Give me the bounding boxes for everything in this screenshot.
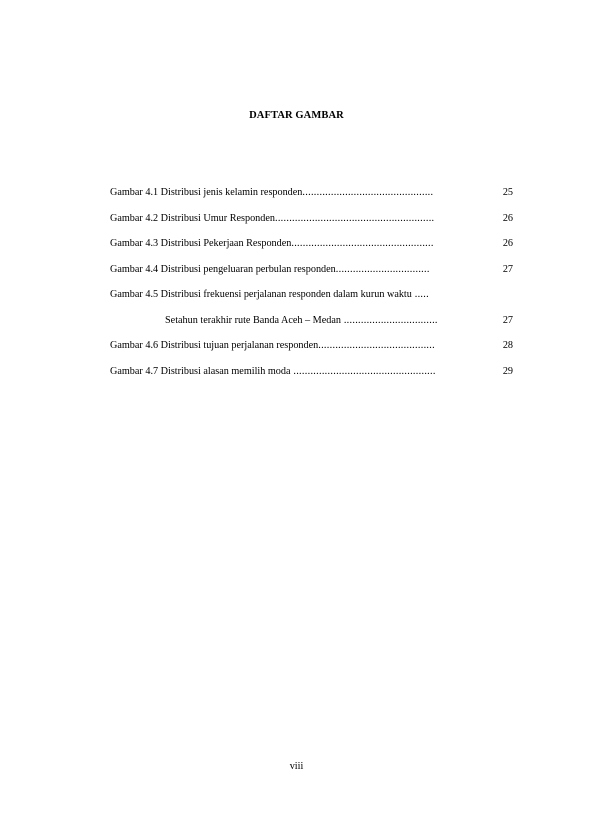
entry-text [110,365,474,378]
dot-leader: ........................................................ [274,212,435,224]
entry-text [110,288,474,301]
dot-leader: ................................. [340,314,438,326]
list-item [110,288,513,301]
entry-page-number: 27 [502,314,513,326]
list-item [110,365,513,378]
entry-page-number: 25 [502,187,513,198]
dot-leader: ................................. [335,263,430,275]
entry-text [110,212,474,225]
entry-label: Gambar 4.2 Distribusi Umur Responden [110,212,275,224]
entry-text [110,237,474,250]
entry-text [165,314,474,327]
entry-label: Gambar 4.4 Distribusi pengeluaran perbulan responden [110,263,336,275]
list-item [110,237,513,250]
list-item [110,186,513,199]
dot-leader: ..... [411,289,429,300]
entry-page-number: 28 [502,340,513,351]
list-item [110,314,513,327]
dot-leader: .................................................. [290,365,436,377]
entry-text [110,263,474,276]
entry-text [110,339,474,352]
entry-label: Gambar 4.3 Distribusi Pekerjaan Responden [110,238,292,249]
entry-page-number: 26 [502,238,513,249]
entry-label: Setahun terakhir rute Banda Aceh – Medan [165,314,341,326]
list-item [110,263,513,276]
page-title: DAFTAR GAMBAR [249,110,344,121]
list-item [110,339,513,352]
dot-leader: .................................................. [291,238,434,249]
dot-leader: ......................................... [318,340,435,351]
figure-list [110,186,513,390]
entry-page-number: 27 [502,263,513,275]
entry-label: Gambar 4.5 Distribusi frekuensi perjalanan responden dalam kurun waktu [110,289,412,300]
entry-label: Gambar 4.7 Distribusi alasan memilih moda [110,365,291,377]
entry-label: Gambar 4.6 Distribusi tujuan perjalanan responden [110,340,319,351]
dot-leader: .............................................. [302,187,434,198]
list-item [110,212,513,225]
page-number: viii [289,761,304,772]
entry-page-number: 26 [502,212,513,224]
entry-page-number: 29 [502,365,513,377]
entry-label: Gambar 4.1 Distribusi jenis kelamin responden [110,187,303,198]
entry-text [110,186,474,199]
